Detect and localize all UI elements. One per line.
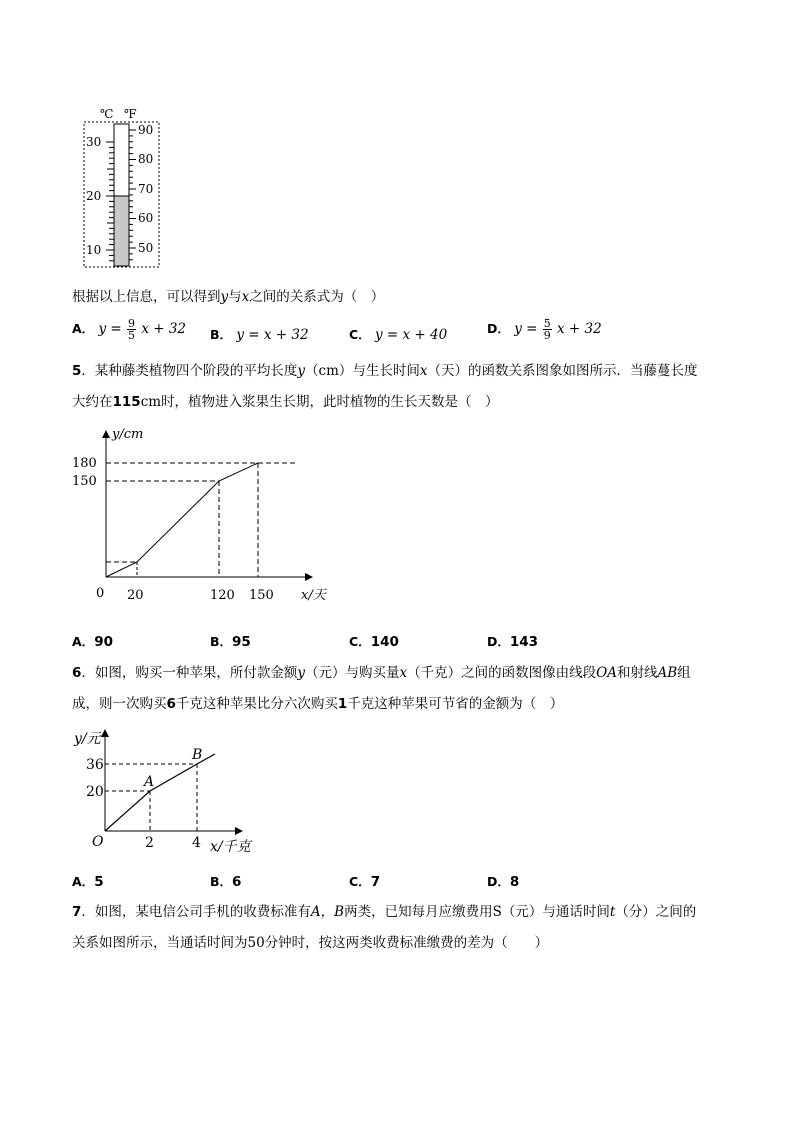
- fahrenheit-tick-label: 80: [138, 152, 154, 166]
- x-tick-label: 150: [249, 588, 274, 603]
- q6-option-c[interactable]: C．7: [349, 874, 381, 890]
- q4-option-c[interactable]: C． y = x + 40: [349, 327, 448, 343]
- x-axis-label: x/千克: [210, 839, 251, 855]
- x-axis-label: x/天: [301, 588, 326, 603]
- fahrenheit-tick-label: 60: [138, 211, 154, 225]
- q7-stem-line2: 关系如图所示，当通话时间为50分钟时，按这两类收费标准缴费的差为（ ）: [72, 935, 549, 951]
- q5-option-c[interactable]: C．140: [349, 634, 399, 650]
- q4-option-d[interactable]: D． y = $\frac{5}{9}$ x + 32: [487, 317, 602, 342]
- price-line: [105, 754, 215, 831]
- origin-label: 0: [96, 586, 105, 601]
- growth-line: [106, 463, 258, 577]
- fahrenheit-tick-label: 50: [138, 241, 154, 255]
- q6-graph: [72, 725, 262, 860]
- y-axis-arrow: [101, 729, 109, 737]
- q5-option-d[interactable]: D．143: [487, 634, 539, 650]
- fahrenheit-tick-label: 70: [138, 182, 154, 196]
- celsius-unit: ℃: [100, 107, 114, 121]
- thermometer-figure: [78, 100, 168, 270]
- thermometer-mercury: [114, 196, 129, 266]
- celsius-tick-marks: [106, 142, 114, 261]
- origin-label: O: [92, 834, 104, 850]
- q5-graph: [72, 425, 335, 610]
- celsius-tick-label: 20: [86, 189, 102, 203]
- fahrenheit-unit: ℉: [124, 107, 137, 121]
- q4-stem: 根据以上信息，可以得到y与x之间的关系式为（ ）: [72, 289, 385, 305]
- q6-option-d[interactable]: D．8: [487, 874, 520, 890]
- q4-option-b[interactable]: B． y = x + 32: [210, 327, 309, 343]
- x-tick-label: 20: [127, 588, 144, 603]
- x-tick-label: 120: [210, 588, 235, 603]
- point-a-label: A: [144, 774, 155, 790]
- q6-option-a[interactable]: A．5: [72, 874, 104, 890]
- q6-stem-line1: 6．如图，购买一种苹果，所付款金额y（元）与购买量x（千克）之间的函数图像由线段OA和射线AB组: [72, 665, 691, 681]
- celsius-tick-label: 30: [86, 135, 102, 149]
- x-tick-label: 2: [145, 835, 154, 851]
- q4-option-a[interactable]: A． y = $\frac{9}{5}$ x + 32: [72, 317, 186, 342]
- fahrenheit-tick-marks: [129, 130, 136, 260]
- q6-stem-line2: 成，则一次购买6千克这种苹果比分六次购买1千克这种苹果可节省的金额为（ ）: [72, 696, 564, 712]
- y-axis-label: y/元: [74, 731, 101, 747]
- y-tick-label: 180: [72, 456, 97, 471]
- point-b-label: B: [192, 747, 203, 763]
- y-tick-label: 150: [72, 474, 97, 489]
- y-axis-arrow: [102, 430, 110, 438]
- x-axis-arrow: [305, 573, 313, 581]
- q5-stem-line2: 大约在115cm时，植物进入浆果生长期，此时植物的生长天数是（ ）: [72, 394, 499, 410]
- x-tick-label: 4: [192, 835, 201, 851]
- celsius-tick-label: 10: [86, 243, 102, 257]
- q6-option-b[interactable]: B．6: [210, 874, 242, 890]
- q5-option-b[interactable]: B．95: [210, 634, 251, 650]
- x-axis-arrow: [235, 827, 243, 835]
- y-tick-label: 36: [86, 757, 104, 773]
- fahrenheit-tick-label: 90: [138, 123, 154, 137]
- q5-option-a[interactable]: A．90: [72, 634, 113, 650]
- y-axis-label: y/cm: [112, 427, 144, 442]
- q5-stem-line1: 5．某种藤类植物四个阶段的平均长度y（cm）与生长时间x（天）的函数关系图象如图所示．当藤蔓长度: [72, 363, 698, 379]
- q7-stem-line1: 7．如图，某电信公司手机的收费标准有A，B两类，已知每月应缴费用S（元）与通话时间t（分）之间的: [72, 904, 697, 920]
- y-tick-label: 20: [86, 784, 104, 800]
